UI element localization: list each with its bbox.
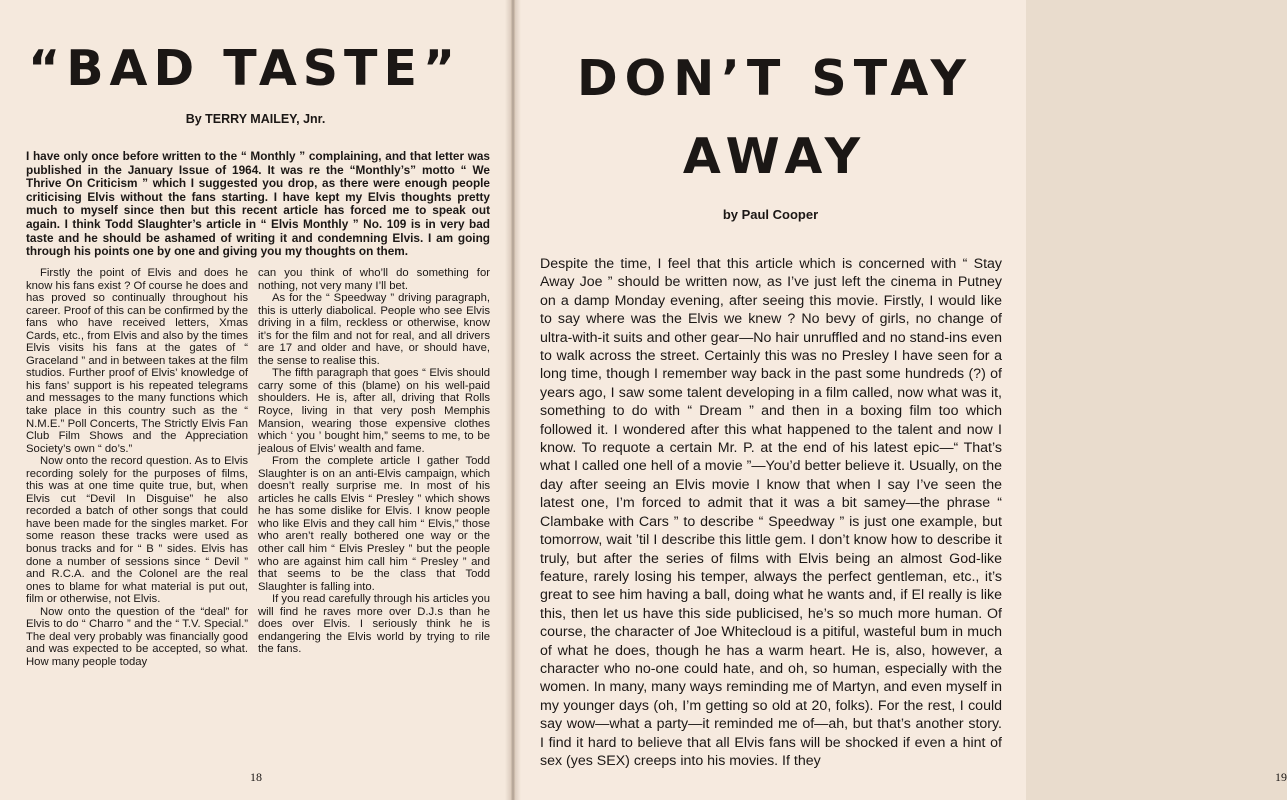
article-body: Despite the time, I feel that this article which is concerned with “ Stay Away Joe ” should be written now, as I’ve just left the cinema in Putney on a damp Monday evening, after seeing this movie. Firstly, I would like to say where was the Elvis we knew ? No bevy of girls, no change of ultra-with-it suits and other gear—No hair unruffled and no stand-ins even to walk across the street. Certainly this was no Presley I have seen for a long time, though I remember way back in the past some hundreds (?) of years ago, I saw some talent developing in a film called, now what was it, something to do with “ Dream ” and then in a boxing film too which followed it. I wondered after this what happened to the talent and now I know. To requote a certain Mr. P. at the end of his latest epic—“ That’s what I called one hell of a movie ”—You’d better believe it. Usually, on the day after seeing an Elvis movie I know that when I say I’ve seen the latest one, I’m forced to admit that it was a bit samey—the phrase “ Clambake with Cars ” to describe “ Speedway ” is just one example, but tomorrow, wait ’til I describe this little gem. I don’t know how to describe it truly, but after the series of films with Elvis being an almost God-like feature, rarely losing his temper, always the perfect gentleman, etc., it’s great to see him having a ball, doing what he wants and, if El really is like this, then let us have this side publicised, he’s so much more human. Of course, the character of Joe Whitecloud is a pitiful, wasteful bum in much of what he does, though he has a warm heart. He is, also, however, a character who no-one could hate, and oh, so human, especially with the women. In many, many ways reminding me of Martyn, and even myself in my younger days (oh, I’m getting so old at 20, folks). For the rest, I could say wow—what a party—it reminded me of—ah, but that’s another story. I find it hard to believe that all Elvis fans will be shocked if even a hint of sex (yes SEX) creeps into his movies. If they xyxy=(540,256,1002,769)
byline-paul-cooper: by Paul Cooper xyxy=(722,207,819,222)
left-column-1 xyxy=(26,267,248,669)
book-gutter xyxy=(505,0,521,800)
column-paragraph: If you read carefully through his articles you will find he raves more over D.J.s than he does over Elvis. I seriously think he is endangering the Elvis world by trying to rile the fans. xyxy=(258,593,490,656)
page-number-left: 18 xyxy=(250,770,262,784)
left-page xyxy=(0,0,511,800)
intro-paragraph: I have only once before written to the “ Monthly ” complaining, and that letter was published in the January Issue of 1964. It was re the “Monthly’s” motto “ We Thrive On Criticism ” which I suggested you drop, as there were enough people criticising Elvis without the fans starting. I have kept my Elvis thoughts pretty much to myself since then but this recent article has forced me to speak out again. I think Todd Slaughter’s article in “ Elvis Monthly ” No. 109 is in very bad taste and he should be ashamed of writing it and condemning Elvis. I am going through his points one by one and giving you my thoughts on them. xyxy=(26,149,490,259)
column-paragraph: From the complete article I gather Todd Slaughter is on an anti-Elvis campaign, which doesn’t really surprise me. In most of his articles he calls Elvis “ Presley ” which shows he has some dislike for Elvis. I know people who like Elvis and they call him “ Elvis,” those who aren’t really bothered one way or the other call him “ Elvis Presley ” but the people who are against him call him “ Presley ” and that seems to be the class that Todd Slaughter is falling into. xyxy=(258,455,490,593)
column-paragraph: Firstly the point of Elvis and does he know his fans exist ? Of course he does and has proved so continually throughout his career. Proof of this can be confirmed by the fans who have received letters, Xmas Cards, etc., from Elvis and also by the times Elvis visits his fans at the gates of “ Graceland ” and in between takes at the film studios. Further proof of Elvis’ knowledge of his fans’ support is his repeated telegrams and messages to the many functions which take place in this country such as the “ N.M.E.” Poll Concerts, The Strictly Elvis Fan Club Film Shows and the Appreciation Society’s own “ do’s.” xyxy=(26,267,248,455)
page-number-right: 19 xyxy=(1275,770,1287,784)
right-page xyxy=(515,0,1287,800)
byline-terry-mailey: By TERRY MAILEY, Jnr. xyxy=(185,112,326,126)
column-paragraph: Now onto the question of the “deal” for Elvis to do “ Charro ” and the “ T.V. Special.” The deal very probably was financially good and was expected to be accepted, so what. How many people today xyxy=(26,605,248,668)
column-paragraph: As for the “ Speedway ” driving paragraph, this is utterly diabolical. People who see Elvis driving in a film, reckless or otherwise, know it’s for the film and not for real, and all drivers are 17 and older and have, or should have, the sense to realise this. xyxy=(258,292,490,367)
article-title-bad-taste: “BAD TASTE” xyxy=(28,40,462,97)
column-paragraph: The fifth paragraph that goes “ Elvis should carry some of this (blame) on his well-paid shoulders. He is, after all, driving that Rolls Royce, living in that very posh Memphis Mansion, wearing those expensive clothes which ‘ you ’ bought him,” seems to me, to be jealous of Elvis’ wealth and fame. xyxy=(258,367,490,455)
column-paragraph: Now onto the record question. As to Elvis recording solely for the purposes of films, this was at one time quite true, but, when Elvis cut “Devil In Disguise” he also recorded a batch of other songs that could have been made for the singles market. For some reason these tracks were used as bonus tracks and for “ B ” sides. Elvis has done a number of sessions since “ Devil ” and R.C.A. and the Colonel are the real ones to blame for what material is put out, film or otherwise, not Elvis. xyxy=(26,455,248,606)
article-title-dont-stay-away: DON’T STAY AWAY xyxy=(576,50,974,185)
left-column-2 xyxy=(258,267,490,656)
column-paragraph: can you think of who’ll do something for nothing, not very many I’ll bet. xyxy=(258,267,490,292)
